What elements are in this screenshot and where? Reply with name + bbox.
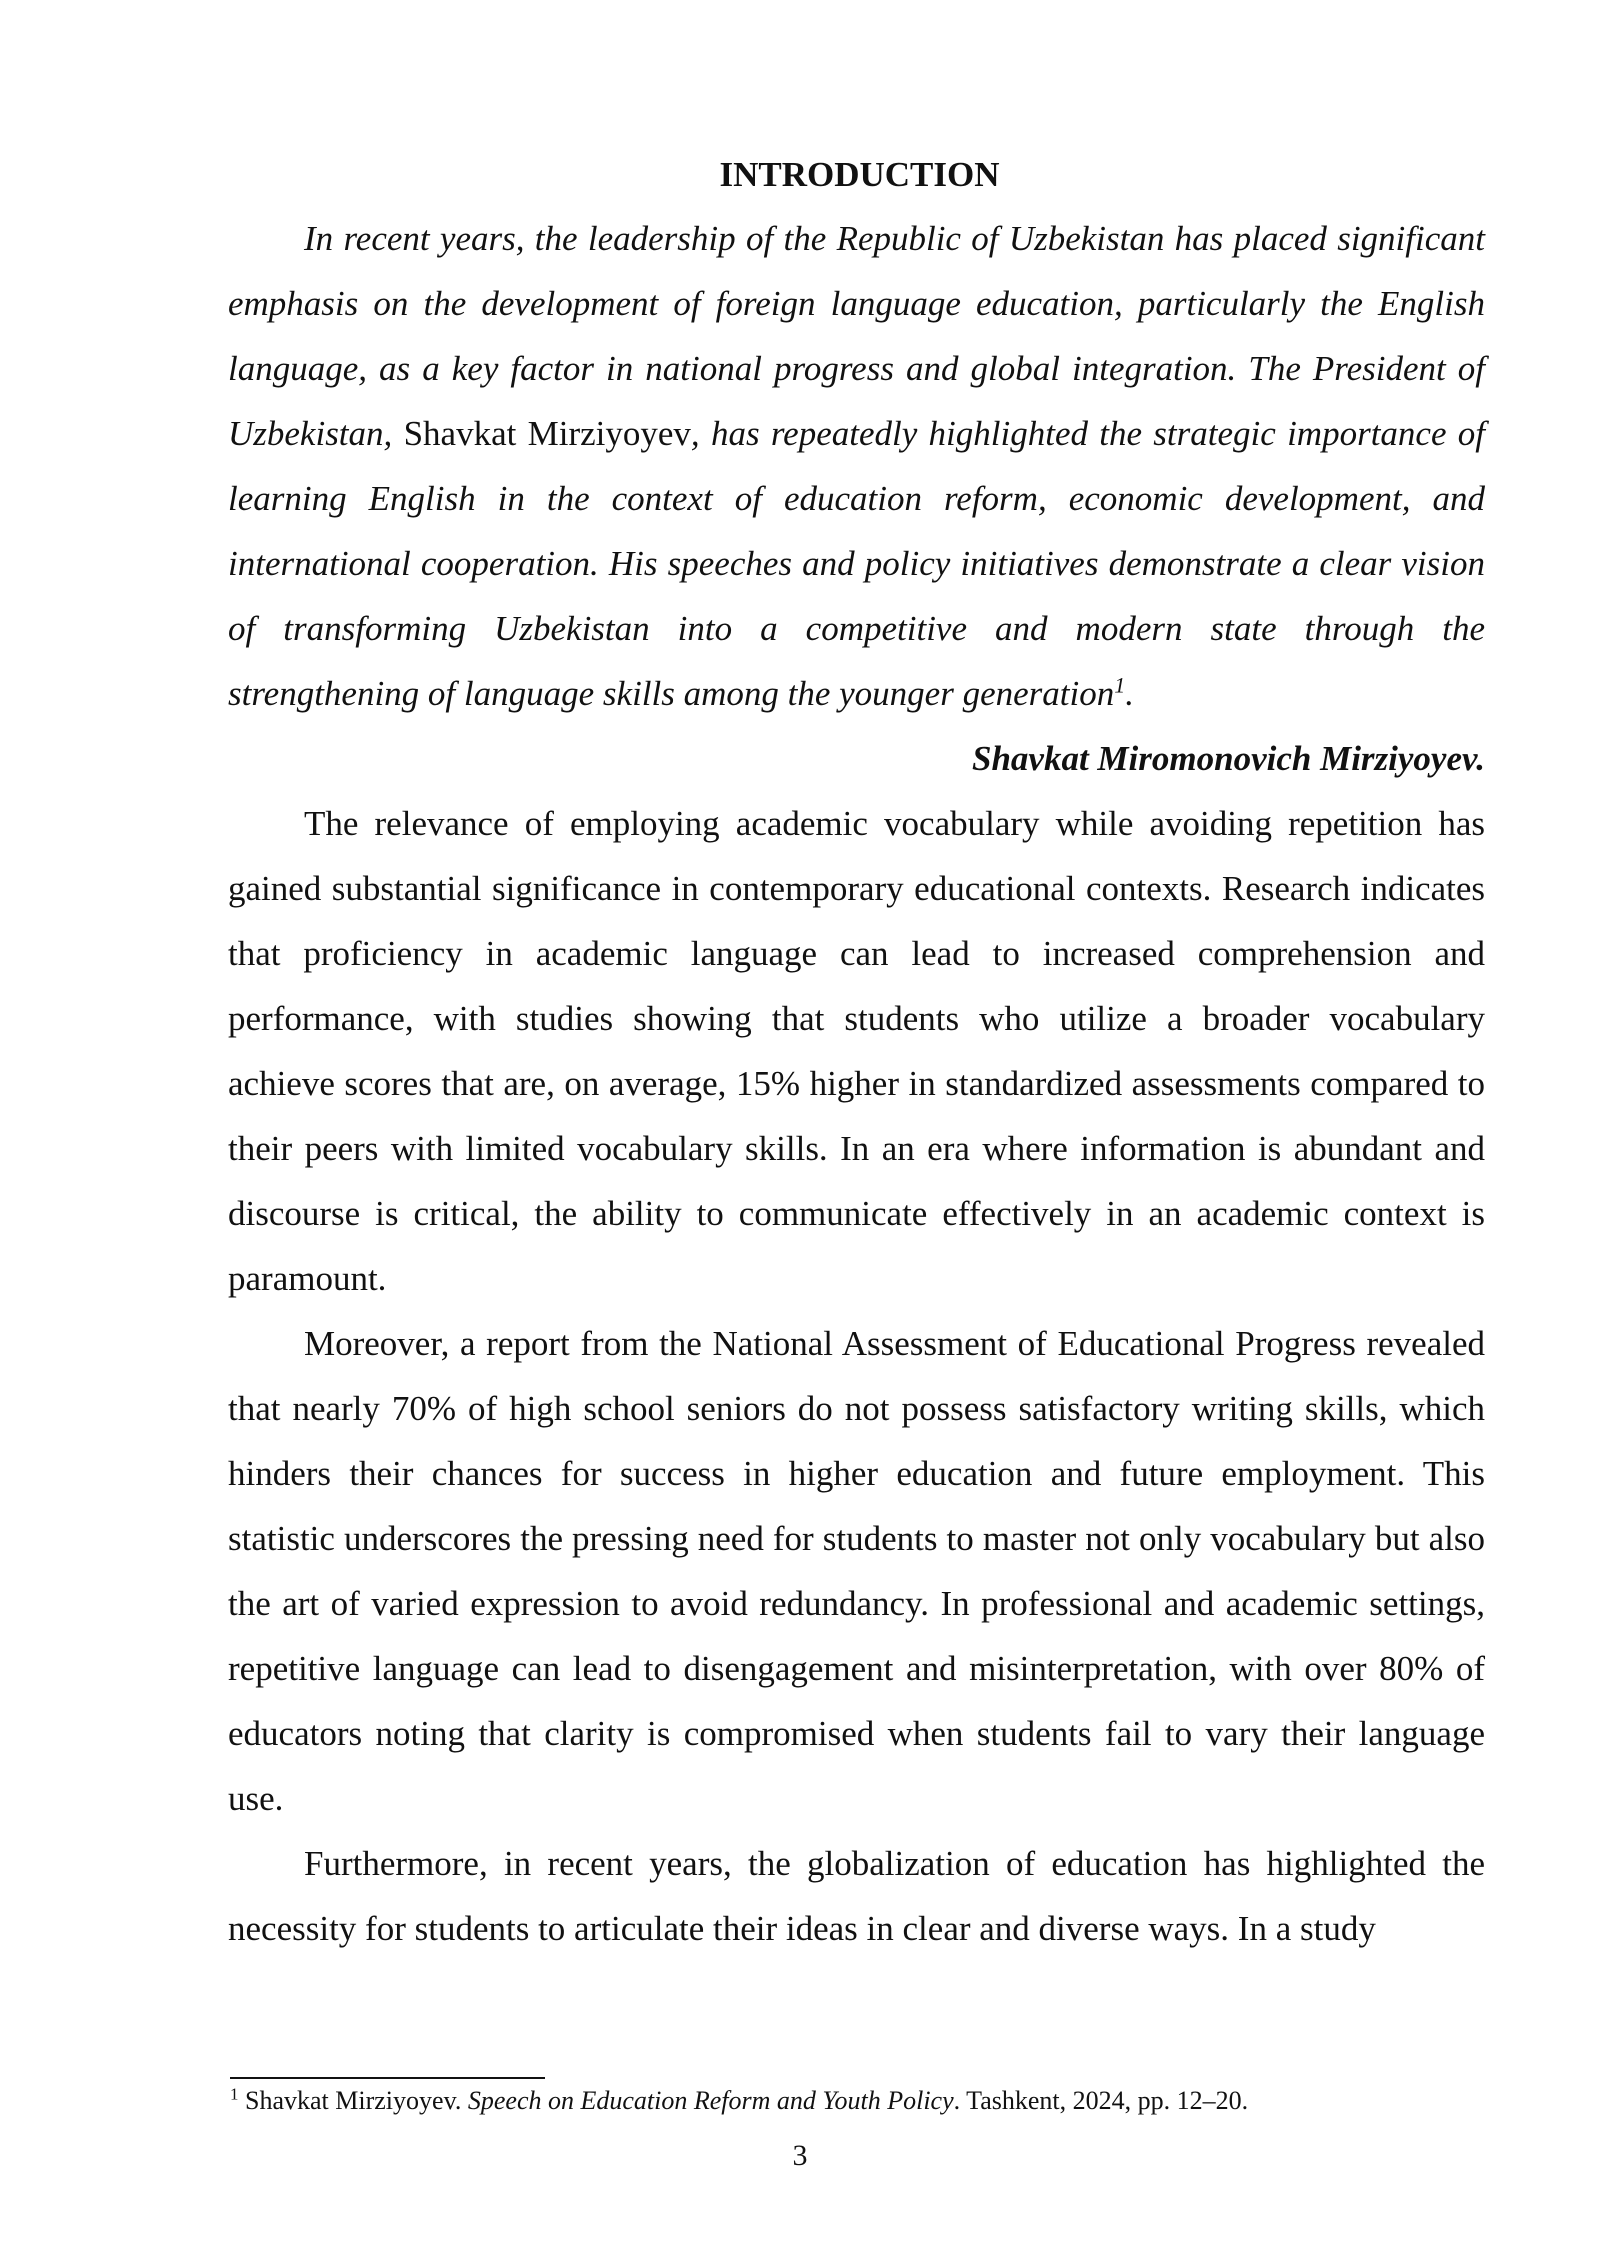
intro-text-part2: , has repeatedly highlighted the strategic importance of learning English in the context of education reform, economic development, and international cooperation. His speeches and policy initiatives demonstrate a clear vision of transforming Uzbekistan into a competitive and modern state through the strengthening of language skills among the younger generation: [228, 414, 1485, 713]
footnote-author: Shavkat Mirziyoyev.: [238, 2086, 468, 2115]
intro-text-part1: In recent years, the leadership of the Republic of Uzbekistan has placed significant emphasis on the development of foreign language education, particularly the English language, as a key factor in national progress and global integration. The President of Uzbekistan,: [228, 219, 1485, 453]
page-number: 3: [792, 2139, 808, 2172]
intro-paragraph: [228, 206, 1485, 726]
body-paragraph-3: Furthermore, in recent years, the globalization of education has highlighted the necessity for students to articulate their ideas in clear and diverse ways. In a study: [228, 1844, 1485, 1948]
footnote-divider: [230, 2077, 545, 2079]
president-name: Shavkat Mirziyoyev: [392, 414, 691, 453]
footnote-reference[interactable]: 1: [1114, 672, 1126, 698]
footnote-marker: 1: [230, 2084, 239, 2104]
signature-line: Shavkat Miromonovich Mirziyoyev.: [971, 739, 1485, 778]
body-paragraph-1: The relevance of employing academic vocabulary while avoiding repetition has gained substantial significance in contemporary educational contexts. Research indicates that proficiency in academic language can lead to increased comprehension and performance, with studies showing that students who utilize a broader vocabulary achieve scores that are, on average, 15% higher in standardized assessments compared to their peers with limited vocabulary skills. In an era where information is abundant and discourse is critical, the ability to communicate effectively in an academic context is paramount.: [228, 804, 1485, 1298]
intro-text-end: .: [1125, 674, 1134, 713]
section-heading: INTRODUCTION: [719, 155, 1000, 194]
footnote-title: Speech on Education Reform and Youth Policy: [467, 2086, 954, 2115]
page-content: [228, 150, 1485, 1961]
footnote: [230, 2083, 1485, 2119]
footnote-details: . Tashkent, 2024, pp. 12–20.: [953, 2086, 1249, 2115]
body-paragraph-2: Moreover, a report from the National Assessment of Educational Progress revealed that nearly 70% of high school seniors do not possess satisfactory writing skills, which hinders their chances for success in higher education and future employment. This statistic underscores the pressing need for students to master not only vocabulary but also the art of varied expression to avoid redundancy. In professional and academic settings, repetitive language can lead to disengagement and misinterpretation, with over 80% of educators noting that clarity is compromised when students fail to vary their language use.: [228, 1324, 1485, 1818]
